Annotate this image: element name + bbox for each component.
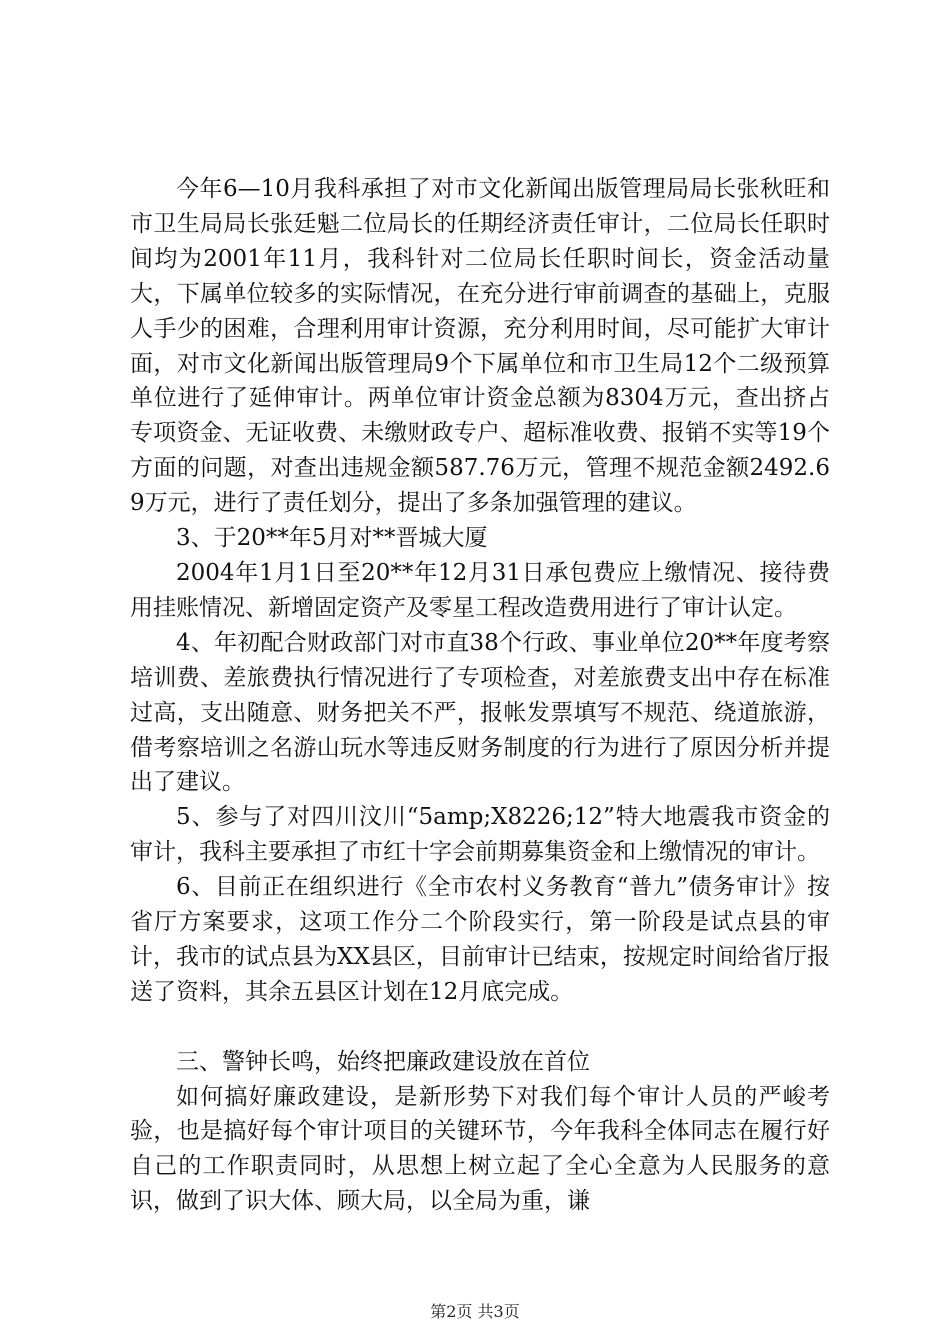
paragraph-item-4: 4、年初配合财政部门对市直38个行政、事业单位20**年度考察培训费、差旅费执行情况进行了专项检查，对差旅费支出中存在标准过高，支出随意、财务把关不严，报帐发票填写不规范、绕道旅游，借考察培训之名游山玩水等违反财务制度的行为进行了原因分析并提出了建议。 [130, 629, 830, 796]
paragraph-item-3-heading: 3、于20**年5月对**晋城大厦 [176, 525, 488, 552]
page-number-label: 第2页 共3页 [430, 1302, 520, 1321]
section-heading: 三、警钟长鸣，始终把廉政建设放在首位 [176, 1048, 590, 1075]
paragraph-item-5: 5、参与了对四川汶川“5amp;X8226;12”特大地震我市资金的审计，我科主要承担了市红十字会前期募集资金和上缴情况的审计。 [130, 804, 830, 866]
paragraph-integrity: 如何搞好廉政建设，是新形势下对我们每个审计人员的严峻考验，也是搞好每个审计项目的关键环节，今年我科全体同志在履行好自己的工作职责同时，从思想上树立起了全心全意为人民服务的意识，做到了识大体、顾大局，以全局为重，谦 [130, 1083, 830, 1215]
paragraph-spacer [130, 1010, 830, 1045]
document-body [130, 172, 830, 1219]
paragraph-item-3-body: 2004年1月1日至20**年12月31日承包费应上缴情况、接待费用挂账情况、新增固定资产及零星工程改造费用进行了审计认定。 [130, 559, 830, 621]
paragraph-audit-tenure: 今年6—10月我科承担了对市文化新闻出版管理局局长张秋旺和市卫生局局长张廷魁二位局长的任期经济责任审计，二位局长任职时间均为2001年11月，我科针对二位局长任职时间长，资金活动量大，下属单位较多的实际情况，在充分进行审前调查的基础上，克服人手少的困难，合理利用审计资源，充分利用时间，尽可能扩大审计面，对市文化新闻出版管理局9个下属单位和市卫生局12个二级预算单位进行了延伸审计。两单位审计资金总额为8304万元，查出挤占专项资金、无证收费、未缴财政专户、超标准收费、报销不实等19个方面的问题，对查出违规金额587.76万元，管理不规范金额2492.69万元，进行了责任划分，提出了多条加强管理的建议。 [130, 176, 830, 517]
page-footer [0, 1299, 950, 1322]
paragraph-item-6: 6、目前正在组织进行《全市农村义务教育“普九”债务审计》按省厅方案要求，这项工作分二个阶段实行，第一阶段是试点县的审计，我市的试点县为XX县区，目前审计已结束，按规定时间给省厅报送了资料，其余五县区计划在12月底完成。 [130, 874, 830, 1005]
